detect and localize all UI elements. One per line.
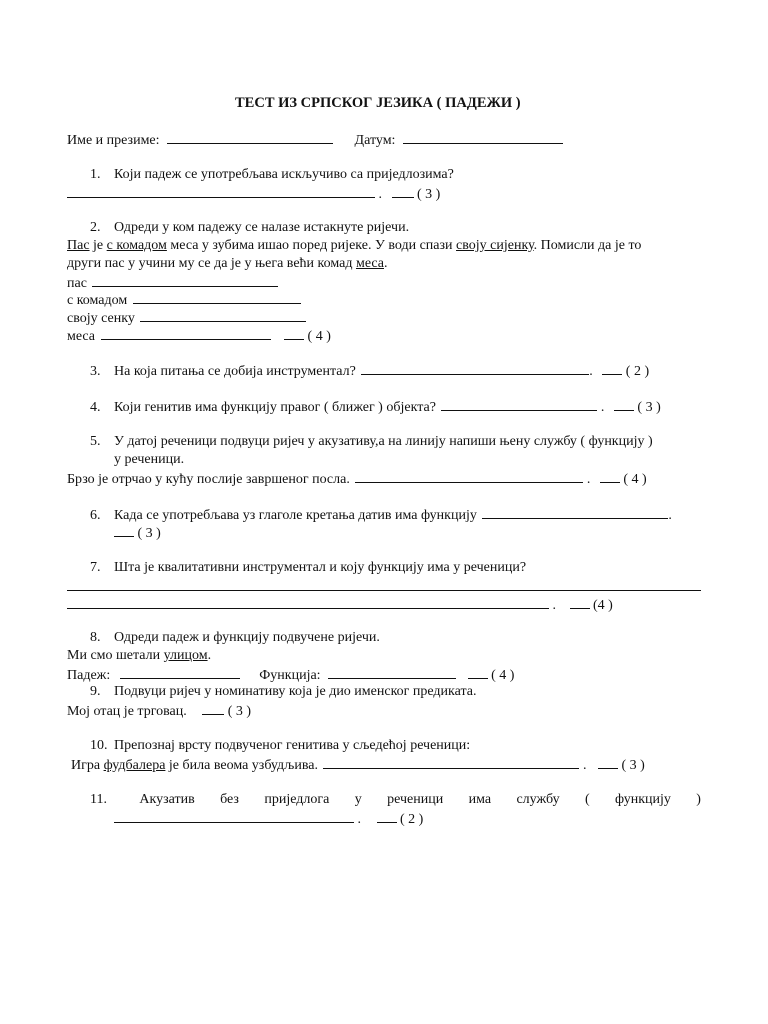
q5-prompt-line2: у реченици. xyxy=(114,452,185,467)
q10-number: 10. xyxy=(90,738,108,753)
q2-item-label: пас xyxy=(67,276,87,291)
q8-case-label: Падеж: xyxy=(67,668,111,683)
q11-word: функцију xyxy=(615,792,671,807)
q8-score-field[interactable] xyxy=(468,666,488,679)
q2-answer-komadom xyxy=(67,291,301,309)
q9-prompt xyxy=(90,684,477,700)
q5-answer-field[interactable] xyxy=(355,470,583,483)
q1-answer-row: . ( 3 ) xyxy=(67,185,440,203)
q11-prompt xyxy=(90,792,701,808)
q8-sentence-text: . xyxy=(207,648,212,663)
q8-prompt xyxy=(90,630,380,646)
q6-number: 6. xyxy=(90,508,101,523)
q8-sentence xyxy=(67,648,211,664)
q2-points: ( 4 ) xyxy=(307,329,331,344)
q1-points: ( 3 ) xyxy=(417,187,441,202)
q3-score-field[interactable] xyxy=(602,362,622,375)
q2-answer-field[interactable] xyxy=(92,274,278,287)
q11-points: ( 2 ) xyxy=(400,812,424,827)
q11-word: Акузатив xyxy=(139,792,195,807)
q3-points: ( 2 ) xyxy=(625,364,650,379)
q10-points: ( 3 ) xyxy=(621,758,645,773)
q2-passage-text: . Помисли да је то xyxy=(533,238,642,253)
q6-answer-field[interactable] xyxy=(482,506,668,519)
q9-number: 9. xyxy=(90,684,101,699)
q8-function-field[interactable] xyxy=(328,666,456,679)
q6-points: ( 3 ) xyxy=(137,526,161,541)
q5-number: 5. xyxy=(90,434,101,449)
q11-word: има xyxy=(468,792,492,807)
q9-score-field[interactable] xyxy=(202,702,224,715)
q11-word: ( xyxy=(584,792,590,807)
q2-answer-senku xyxy=(67,309,306,327)
q7-answer-line1 xyxy=(67,578,701,596)
q10-score-field[interactable] xyxy=(598,756,618,769)
q2-text: Одреди у ком падежу се налазе истакнуте ријечи. xyxy=(114,220,410,235)
q1-number: 1. xyxy=(90,167,101,182)
q10-answer-field[interactable] xyxy=(323,756,579,769)
q11-number: 11. xyxy=(90,792,107,807)
q4-text: Који генитив има функцију правог ( ближег ) објекта? xyxy=(114,400,436,415)
q7-points: (4 ) xyxy=(593,598,613,613)
q4-answer-field[interactable] xyxy=(441,398,597,411)
q2-score-field[interactable] xyxy=(284,327,304,340)
q11-word: службу xyxy=(516,792,560,807)
q7-answer-line2: . (4 ) xyxy=(67,596,613,614)
q2-answer-field[interactable] xyxy=(101,327,271,340)
header-row xyxy=(67,131,563,149)
q10-text: Препознај врсту подвученог генитива у сљедећој реченици: xyxy=(114,738,471,753)
q8-function-label: Функција: xyxy=(259,668,321,683)
name-label: Име и презиме: xyxy=(67,133,160,148)
q2-passage-text: меса у зубима ишао поред ријеке. У води спази xyxy=(166,238,457,253)
q11-word: без xyxy=(220,792,239,807)
q2-passage-line1 xyxy=(67,238,641,254)
date-label: Датум: xyxy=(354,133,396,148)
q5-prompt-line1 xyxy=(90,434,653,450)
q4-score-field[interactable] xyxy=(614,398,634,411)
q7-score-field[interactable] xyxy=(570,596,590,609)
q4-number: 4. xyxy=(90,400,101,415)
q7-answer-field[interactable] xyxy=(67,578,701,591)
date-field[interactable] xyxy=(403,131,563,144)
q6-prompt: 6. Када се употребљава уз глаголе кретања датив има функцију . xyxy=(90,508,672,523)
q8-points: ( 4 ) xyxy=(491,668,515,683)
q7-prompt xyxy=(90,560,526,576)
q1-text: Који падеж се употребљава искључиво са приједлозима? xyxy=(114,167,454,182)
q11-word: приједлога xyxy=(264,792,330,807)
q4-row: 4. Који генитив има функцију правог ( ближег ) објекта? . ( 3 ) xyxy=(90,400,661,415)
q6-text: Када се употребљава уз глаголе кретања датив има функцију xyxy=(114,508,477,523)
q10-sentence-text: Игра xyxy=(71,758,104,773)
q2-underlined-word: своју сијенку xyxy=(456,238,534,253)
q1-prompt xyxy=(90,167,454,183)
q10-answer-row: Игра фудбалера је била веома узбудљива. . ( 3 ) xyxy=(71,758,645,773)
q2-item-label: меса xyxy=(67,329,96,344)
q9-points: ( 3 ) xyxy=(227,704,252,719)
page-title: ТЕСТ ИЗ СРПСКОГ ЈЕЗИКА ( ПАДЕЖИ ) xyxy=(235,95,521,111)
q8-number: 8. xyxy=(90,630,101,645)
q2-passage-text: други пас у учини му се да је у њега већи комад xyxy=(67,256,356,271)
name-field[interactable] xyxy=(167,131,333,144)
q3-answer-field[interactable] xyxy=(361,362,589,375)
q10-prompt xyxy=(90,738,470,754)
q11-answer-row: . ( 2 ) xyxy=(114,810,423,828)
q2-answer-mesa xyxy=(67,327,331,345)
q8-case-field[interactable] xyxy=(120,666,240,679)
q9-text: Подвуци ријеч у номинативу која је дио именског предиката. xyxy=(114,684,477,699)
q2-number: 2. xyxy=(90,220,101,235)
q2-answer-field[interactable] xyxy=(133,291,301,304)
q9-sentence: Мој отац је трговац. xyxy=(67,704,187,719)
q2-underlined-word: меса xyxy=(355,256,384,271)
q11-score-field[interactable] xyxy=(377,810,397,823)
q2-underlined-word: Пас xyxy=(67,238,90,253)
q2-answer-field[interactable] xyxy=(140,309,306,322)
q8-text: Одреди падеж и функцију подвучене ријечи. xyxy=(114,630,380,645)
q2-answer-pas xyxy=(67,274,278,292)
q11-word: реченици xyxy=(387,792,444,807)
q4-points: ( 3 ) xyxy=(637,400,661,415)
q10-sentence-text: је била веома узбудљива. xyxy=(165,758,318,773)
q5-score-field[interactable] xyxy=(600,470,620,483)
q8-underlined-word: улицом xyxy=(163,648,208,663)
q8-answer-row xyxy=(67,666,514,684)
q6-score-row xyxy=(114,524,161,542)
q1-score-field[interactable] xyxy=(392,185,414,198)
q7-text: Шта је квалитативни инструментал и коју функцију има у реченици? xyxy=(114,560,527,575)
q5-sentence: Брзо је отрчао у кућу послије завршеног посла. xyxy=(67,472,350,487)
q2-prompt xyxy=(90,220,409,236)
q6-score-field[interactable] xyxy=(114,524,134,537)
q2-underlined-word: с комадом xyxy=(106,238,167,253)
q2-passage-text: је xyxy=(89,238,107,253)
q5-answer-row: Брзо је отрчао у кућу послије завршеног посла. . ( 4 ) xyxy=(67,472,647,487)
q2-passage-text: . xyxy=(384,256,388,271)
q8-sentence-text: Ми смо шетали xyxy=(67,648,164,663)
q3-row: 3. На која питања се добија инструментал? . ( 2 ) xyxy=(90,364,650,379)
q11-word: ) xyxy=(696,792,701,807)
q5-text: У датој реченици подвуци ријеч у акузативу,а на линију напиши њену службу ( функцију ) xyxy=(114,434,653,449)
q10-underlined-word: фудбалера xyxy=(103,758,166,773)
q5-points: ( 4 ) xyxy=(623,472,647,487)
q2-item-label: своју сенку xyxy=(67,311,135,326)
q3-text: На која питања се добија инструментал? xyxy=(114,364,356,379)
q2-item-label: с комадом xyxy=(67,293,128,308)
q11-word: у xyxy=(354,792,362,807)
q1-answer-field[interactable] xyxy=(67,185,375,198)
q11-answer-field[interactable] xyxy=(114,810,354,823)
q7-answer-field[interactable] xyxy=(67,596,549,609)
q3-number: 3. xyxy=(90,364,101,379)
q7-number: 7. xyxy=(90,560,101,575)
q9-answer-row xyxy=(67,702,251,720)
q2-passage-line2 xyxy=(67,256,388,272)
